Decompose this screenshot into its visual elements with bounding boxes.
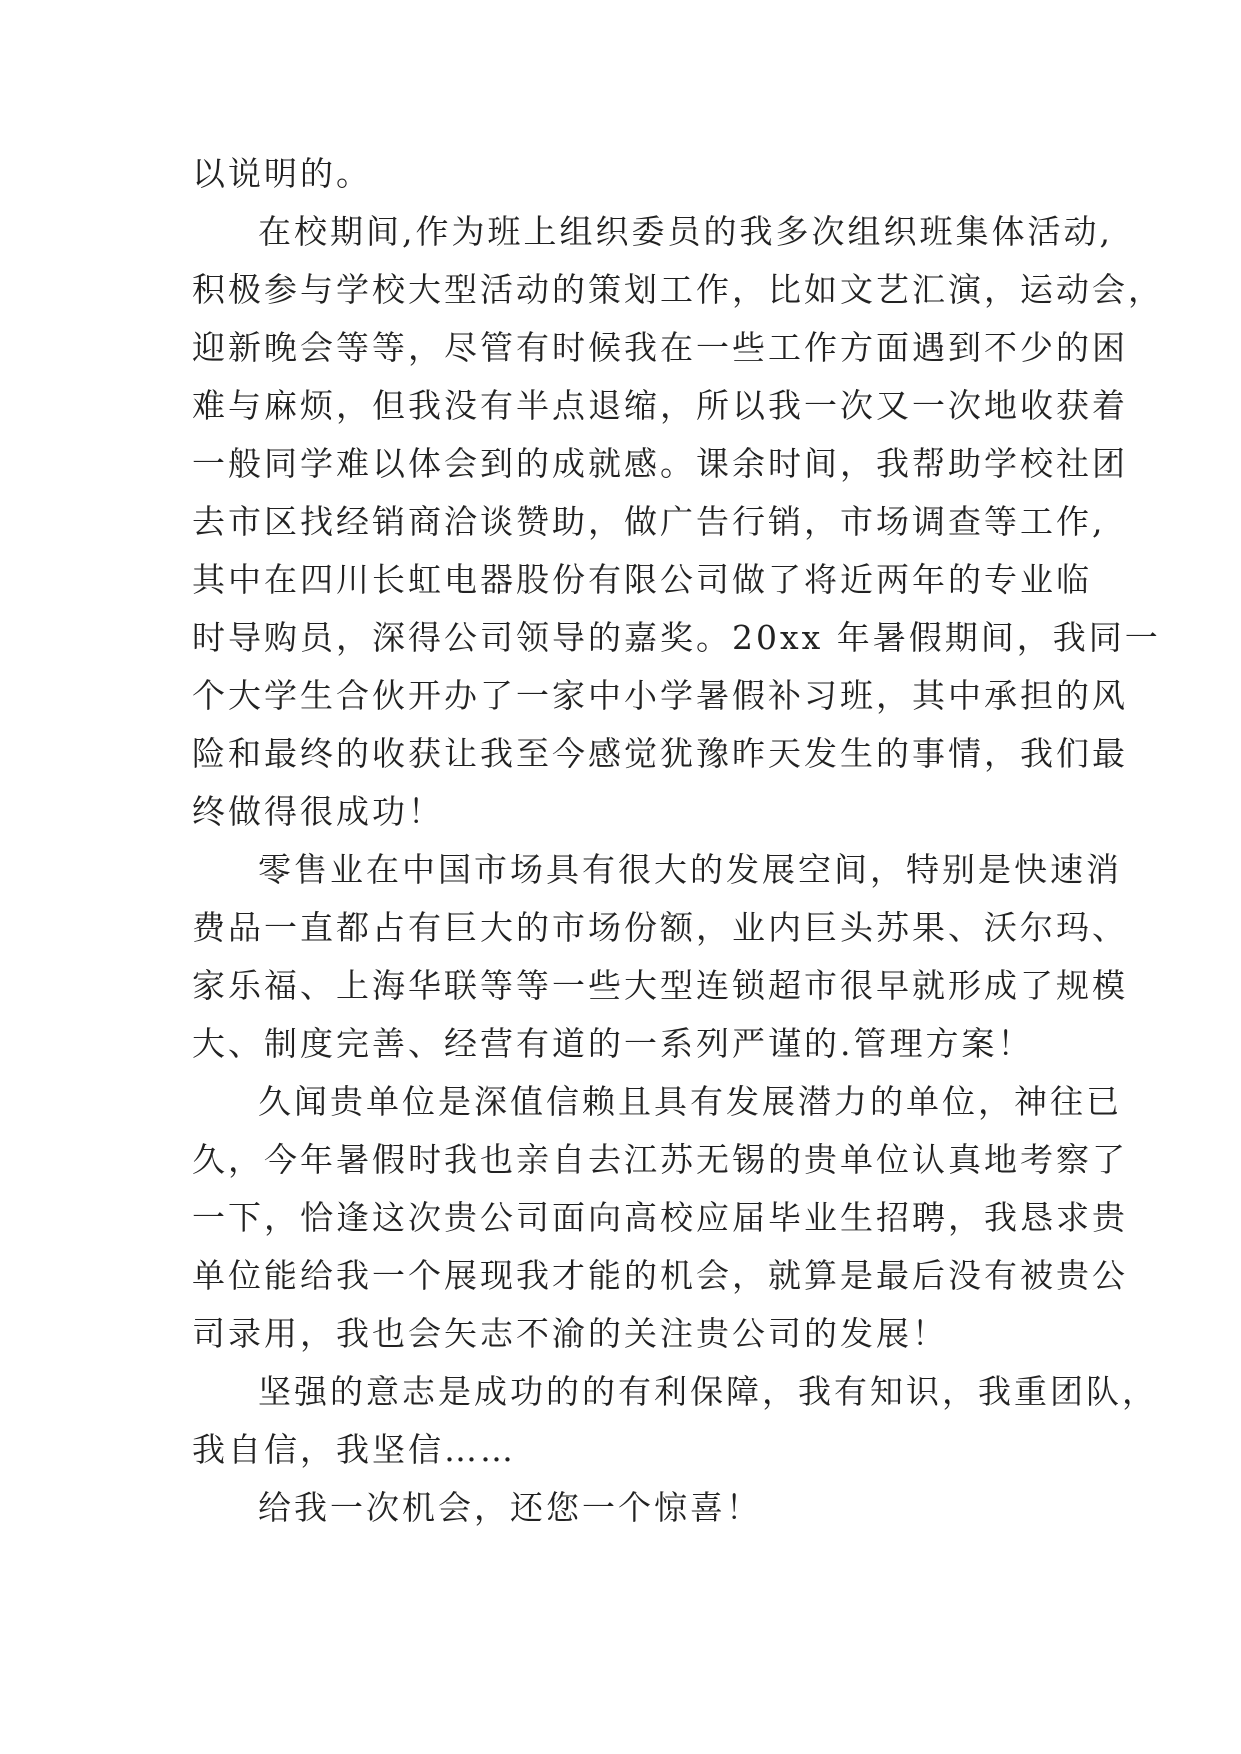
body-text (192, 145, 1164, 1537)
paragraph-start-line: 久闻贵单位是深值信赖且具有发展潜力的单位，神往已 (258, 1082, 1122, 1121)
text-line: 迎新晚会等等，尽管有时候我在一些工作方面遇到不少的困 (192, 328, 1128, 367)
text-line: 个大学生合伙开办了一家中小学暑假补习班，其中承担的风 (192, 676, 1128, 715)
text-line: 我自信，我坚信…… (192, 1430, 516, 1469)
text-line: 家乐福、上海华联等等一些大型连锁超市很早就形成了规模 (192, 966, 1128, 1005)
text-line: 司录用，我也会矢志不渝的关注贵公司的发展！ (192, 1314, 948, 1353)
text-line: 去市区找经销商洽谈赞助，做广告行销，市场调查等工作, (192, 502, 1106, 541)
paragraph-start-line: 在校期间,作为班上组织委员的我多次组织班集体活动, (258, 212, 1113, 251)
paragraph-start-line: 给我一次机会，还您一个惊喜！ (258, 1488, 762, 1527)
text-line: 积极参与学校大型活动的策划工作，比如文艺汇演，运动会， (192, 270, 1164, 309)
text-line: 时导购员，深得公司领导的嘉奖。20xx 年暑假期间，我同一 (192, 618, 1161, 657)
paragraph-start-line: 零售业在中国市场具有很大的发展空间，特别是快速消 (258, 850, 1122, 889)
text-line: 终做得很成功！ (192, 792, 444, 831)
text-line: 一般同学难以体会到的成就感。课余时间，我帮助学校社团 (192, 444, 1128, 483)
paragraph-start-line: 坚强的意志是成功的的有利保障，我有知识，我重团队， (258, 1372, 1158, 1411)
text-line: 单位能给我一个展现我才能的机会，就算是最后没有被贵公 (192, 1256, 1128, 1295)
text-line: 一下，恰逢这次贵公司面向高校应届毕业生招聘，我恳求贵 (192, 1198, 1128, 1237)
text-line: 其中在四川长虹电器股份有限公司做了将近两年的专业临 (192, 560, 1092, 599)
text-line: 以说明的。 (192, 154, 372, 193)
text-line: 大、制度完善、经营有道的一系列严谨的.管理方案！ (192, 1024, 1034, 1063)
text-line: 久，今年暑假时我也亲自去江苏无锡的贵单位认真地考察了 (192, 1140, 1128, 1179)
text-line: 难与麻烦，但我没有半点退缩，所以我一次又一次地收获着 (192, 386, 1128, 425)
text-line: 险和最终的收获让我至今感觉犹豫昨天发生的事情，我们最 (192, 734, 1128, 773)
text-line: 费品一直都占有巨大的市场份额，业内巨头苏果、沃尔玛、 (192, 908, 1128, 947)
